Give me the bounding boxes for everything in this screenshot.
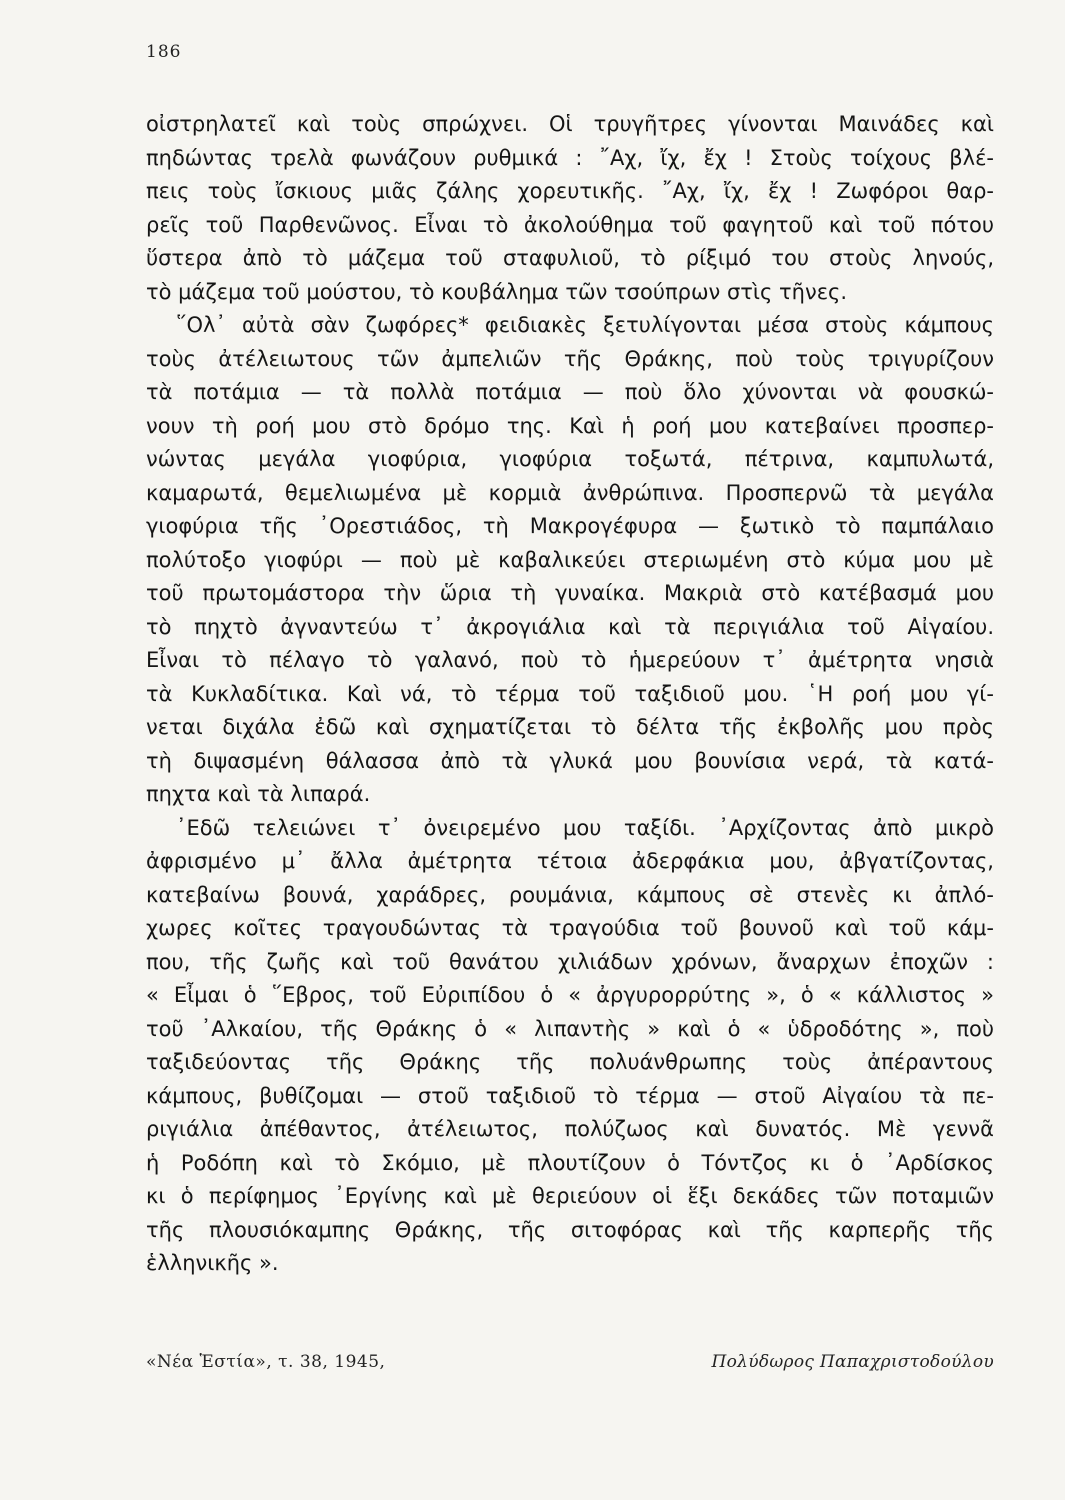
author-name: Πολύδωρος Παπαχριστοδούλου <box>711 1352 994 1372</box>
text-line: ἑλληνικῆς ». <box>146 1251 279 1275</box>
text-line: τοῦ ᾿Αλκαίου, τῆς Θράκης ὁ « λιπαντὴς » καὶ ὁ « ὑδροδότης », ποὺ <box>146 1016 994 1041</box>
text-line: κάμπους, βυθίζομαι — στοῦ ταξιδιοῦ τὸ τέρμα — στοῦ Αἰγαίου τὰ πε- <box>146 1083 994 1108</box>
text-line: τὰ Κυκλαδίτικα. Καὶ νά, τὸ τέρμα τοῦ ταξιδιοῦ μου. ῾Η ροή μου γί- <box>146 681 994 706</box>
text-line: ἡ Ροδόπη καὶ τὸ Σκόμιο, μὲ πλουτίζουν ὁ Τόντζος κι ὁ ᾿Αρδίσκος <box>146 1150 994 1175</box>
text-line: ῞Ολ᾽ αὐτὰ σὰν ζωφόρες* φειδιακὲς ξετυλίγονται μέσα στοὺς κάμπους <box>176 313 994 337</box>
text-line: « Εἶμαι ὁ ῞Εβρος, τοῦ Εὐριπίδου ὁ « ἀργυρορρύτης », ὁ « κάλλιστος » <box>146 983 994 1007</box>
text-line: οἰστρηλατεῖ καὶ τοὺς σπρώχνει. Οἱ τρυγῆτρες γίνονται Μαινάδες καὶ <box>146 112 994 136</box>
text-line: πηχτα καὶ τὰ λιπαρά. <box>146 782 371 806</box>
text-line: νεται διχάλα ἐδῶ καὶ σχηματίζεται τὸ δέλτα τῆς ἐκβολῆς μου πρὸς <box>146 715 994 739</box>
text-line: ριγιάλια ἀπέθαντος, ἀτέλειωτος, πολύζωος καὶ δυνατός. Μὲ γεννᾶ <box>146 1117 994 1141</box>
text-line: ᾿Εδῶ τελειώνει τ᾽ ὀνειρεμένο μου ταξίδι. ᾿Αρχίζοντας ἀπὸ μικρὸ <box>176 815 994 840</box>
text-line: ρεῖς τοῦ Παρθενῶνος. Εἶναι τὸ ἀκολούθημα τοῦ φαγητοῦ καὶ τοῦ πότου <box>146 212 994 237</box>
body-text <box>146 108 994 1281</box>
text-line: Εἶναι τὸ πέλαγο τὸ γαλανό, ποὺ τὸ ἡμερεύουν τ᾽ ἀμέτρητα νησιὰ <box>146 648 994 672</box>
text-line: γιοφύρια τῆς ᾿Ορεστιάδος, τὴ Μακρογέφυρα — ξωτικὸ τὸ παμπάλαιο <box>146 514 994 538</box>
text-line: νώντας μεγάλα γιοφύρια, γιοφύρια τοξωτά, πέτρινα, καμπυλωτά, <box>146 447 994 471</box>
text-line: τὸ πηχτὸ ἀγναντεύω τ᾽ ἀκρογιάλια καὶ τὰ περιγιάλια τοῦ Αἰγαίου. <box>146 614 994 639</box>
source-citation: «Νέα Ἑστία», τ. 38, 1945, <box>146 1352 386 1372</box>
text-line: τὴ διψασμένη θάλασσα ἀπὸ τὰ γλυκά μου βουνίσια νερά, τὰ κατά- <box>146 748 994 773</box>
text-line: πολύτοξο γιοφύρι — ποὺ μὲ καβαλικεύει στεριωμένη στὸ κύμα μου μὲ <box>146 547 994 572</box>
text-line: χωρες κοῖτες τραγουδώντας τὰ τραγούδια τοῦ βουνοῦ καὶ τοῦ κάμ- <box>146 916 994 940</box>
text-line: τὰ ποτάμια — τὰ πολλὰ ποτάμια — ποὺ ὅλο χύνονται νὰ φουσκώ- <box>146 380 994 404</box>
text-line: καμαρωτά, θεμελιωμένα μὲ κορμιὰ ἀνθρώπινα. Προσπερνῶ τὰ μεγάλα <box>146 480 994 505</box>
text-line: πηδώντας τρελὰ φωνάζουν ρυθμικά : ῎Αχ, ἴχ, ἔχ ! Στοὺς τοίχους βλέ- <box>146 145 994 170</box>
text-line: κι ὁ περίφημος ᾿Εργίνης καὶ μὲ θεριεύουν οἱ ἕξι δεκάδες τῶν ποταμιῶν <box>146 1184 994 1208</box>
text-line: τὸ μάζεμα τοῦ μούστου, τὸ κουβάλημα τῶν τσούπρων στὶς τῆνες. <box>146 279 848 304</box>
text-line: τοὺς ἀτέλειωτους τῶν ἀμπελιῶν τῆς Θράκης, ποὺ τοὺς τριγυρίζουν <box>146 346 994 371</box>
text-line: ταξιδεύοντας τῆς Θράκης τῆς πολυάνθρωπης τοὺς ἀπέραντους <box>146 1050 994 1074</box>
text-line: πεις τοὺς ἴσκιους μιᾶς ζάλης χορευτικῆς. ῎Αχ, ἴχ, ἔχ ! Ζωφόροι θαρ- <box>146 179 994 203</box>
text-line: νουν τὴ ροή μου στὸ δρόμο της. Καὶ ἡ ροή μου κατεβαίνει προσπερ- <box>146 413 994 438</box>
text-line: κατεβαίνω βουνά, χαράδρες, ρουμάνια, κάμπους σὲ στενὲς κι ἀπλό- <box>146 882 994 907</box>
page-number: 186 <box>146 42 182 62</box>
citation-footer <box>146 1352 994 1382</box>
text-line: που, τῆς ζωῆς καὶ τοῦ θανάτου χιλιάδων χρόνων, ἄναρχων ἐποχῶν : <box>146 949 994 974</box>
text-line: τῆς πλουσιόκαμπης Θράκης, τῆς σιτοφόρας καὶ τῆς καρπερῆς τῆς <box>146 1217 994 1242</box>
text-line: ἀφρισμένο μ᾽ ἄλλα ἀμέτρητα τέτοια ἀδερφάκια μου, ἀβγατίζοντας, <box>146 849 994 873</box>
text-line: τοῦ πρωτομάστορα τὴν ὥρια τὴ γυναίκα. Μακριὰ στὸ κατέβασμά μου <box>146 581 994 605</box>
text-line: ὕστερα ἀπὸ τὸ μάζεμα τοῦ σταφυλιοῦ, τὸ ρίξιμό του στοὺς ληνούς, <box>146 246 994 270</box>
